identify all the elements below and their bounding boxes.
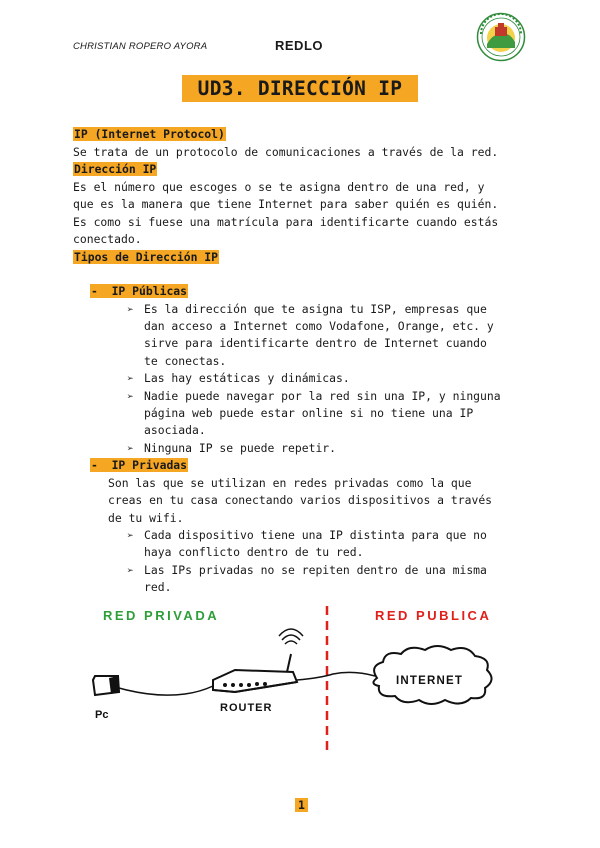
label-router: ROUTER [220, 702, 273, 714]
dir-line: Es como si fuese una matrícula para identificarte cuando estás [73, 214, 499, 229]
arrow-bullet-icon: ➢ [127, 441, 134, 455]
privadas-intro-line: de tu wifi. [108, 510, 184, 525]
privadas-intro-line: Son las que se utilizan en redes privadas como la que [108, 475, 472, 490]
dir-line: Es el número que escoges o se te asigna dentro de una red, y [73, 179, 485, 194]
cable-router-internet [297, 672, 375, 680]
privadas-intro-line: creas en tu casa conectando varios dispositivos a través [108, 493, 493, 507]
label-internet: INTERNET [396, 675, 464, 687]
dir-heading: Dirección IP [74, 162, 157, 176]
arrow-bullet-icon: ➢ [127, 529, 134, 542]
arrow-bullet-icon: ➢ [127, 389, 134, 403]
arrow-bullet-icon: ➢ [127, 302, 134, 316]
label-private-network: RED PRIVADA [103, 608, 220, 623]
cable-pc-router [119, 686, 213, 695]
label-pc: Pc [95, 709, 109, 721]
school-logo [476, 12, 526, 62]
author-name: CHRISTIAN ROPERO AYORA [73, 41, 208, 52]
arrow-bullet-icon: ➢ [127, 372, 134, 385]
router-icon [213, 629, 303, 692]
privadas-heading: - IP Privadas [91, 458, 188, 472]
dir-line: conectado. [73, 232, 142, 246]
network-diagram [85, 600, 525, 775]
types-heading: Tipos de Dirección IP [74, 249, 219, 264]
document-title: UD3. DIRECCIÓN IP [182, 75, 418, 102]
ip-text: Se trata de un protocolo de comunicaciones a través de la red. [73, 144, 499, 159]
page-number: 1 [295, 798, 308, 812]
publicas-heading: - IP Públicas [91, 284, 188, 298]
label-public-network: RED PUBLICA [375, 608, 492, 623]
subject-code: REDLO [275, 38, 323, 53]
ip-heading: IP (Internet Protocol) [74, 127, 225, 141]
dir-line: que es la manera que tiene Internet para saber quién es quién. [73, 197, 499, 211]
arrow-bullet-icon: ➢ [127, 564, 134, 577]
pc-icon [93, 676, 119, 695]
